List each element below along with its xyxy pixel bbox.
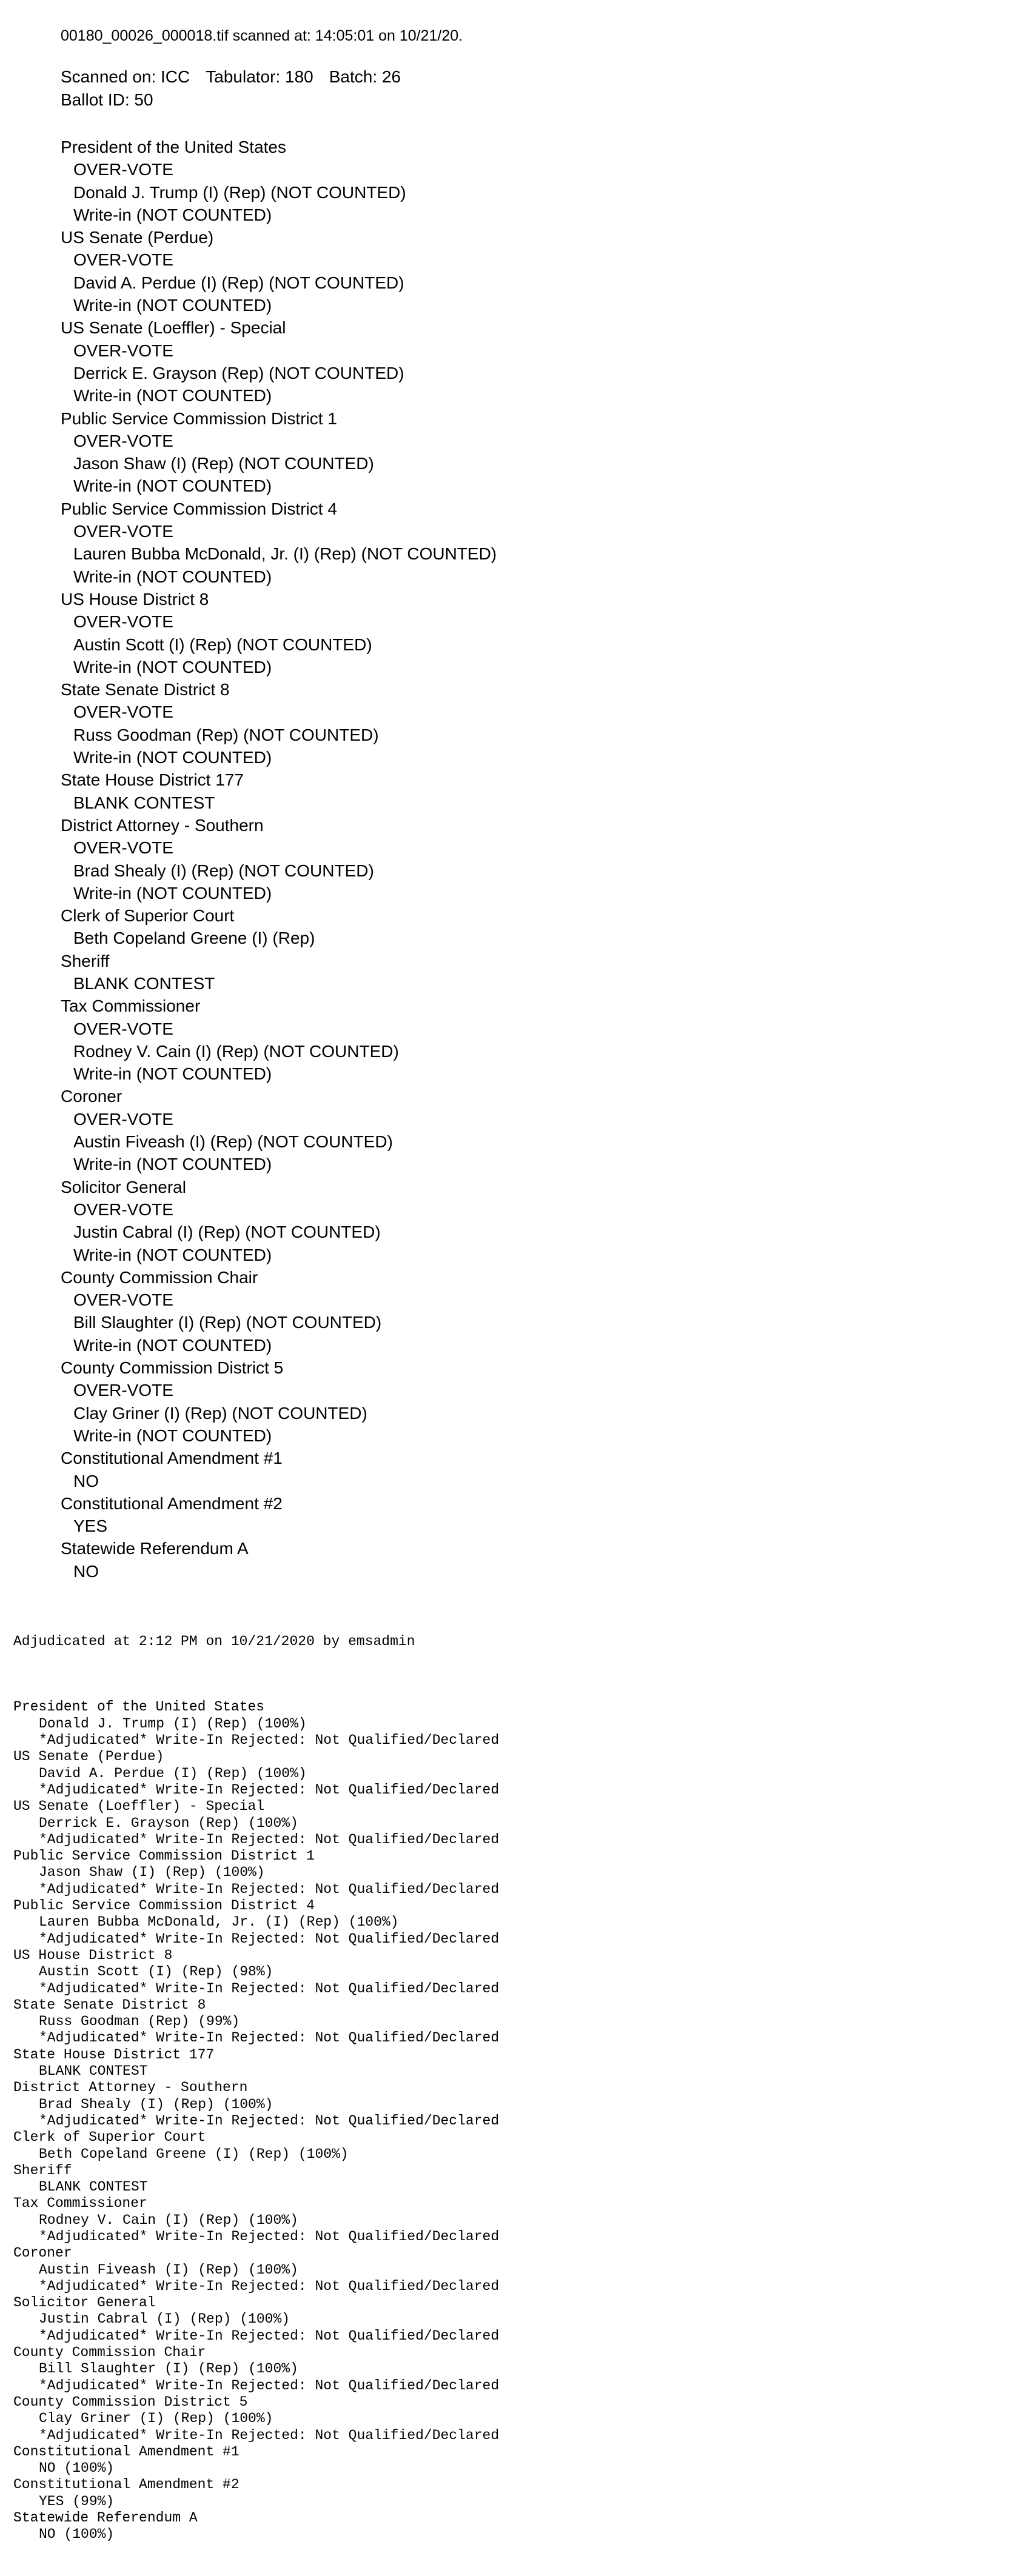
scanned-selection-line: Write-in (NOT COUNTED) bbox=[73, 657, 272, 676]
adjudicated-selection-line: *Adjudicated* Write-In Rejected: Not Qualified/Declared bbox=[39, 2327, 500, 2344]
scanned-contest-title: US Senate (Perdue) bbox=[61, 228, 214, 247]
adjudicated-contest bbox=[13, 1848, 499, 1898]
scanned-contest-title: State House District 177 bbox=[61, 770, 244, 790]
scan-meta-line bbox=[61, 65, 401, 88]
scanned-selection-line: Write-in (NOT COUNTED) bbox=[73, 296, 272, 315]
scanned-contest-title: US House District 8 bbox=[61, 589, 209, 609]
scanned-selection-line: NO bbox=[73, 1561, 99, 1581]
scanned-selection-line: OVER-VOTE bbox=[73, 431, 173, 450]
scanned-selection-line: Write-in (NOT COUNTED) bbox=[73, 386, 272, 405]
ballot-id-label: Ballot ID: bbox=[61, 90, 130, 109]
scanned-contest-title: District Attorney - Southern bbox=[61, 815, 264, 835]
scanned-contest bbox=[61, 769, 497, 814]
adjudicated-contest bbox=[13, 1699, 499, 1749]
scanned-selection-line: OVER-VOTE bbox=[73, 1109, 173, 1129]
scanned-contest bbox=[61, 1266, 497, 1356]
adjudicated-contest bbox=[13, 2477, 499, 2510]
adjudicated-contest bbox=[13, 2444, 499, 2477]
adjudicated-contest-title: Coroner bbox=[13, 2245, 72, 2261]
scanned-contest-title: Public Service Commission District 4 bbox=[61, 499, 337, 518]
adjudicated-contest-title: Statewide Referendum A bbox=[13, 2510, 198, 2526]
scanned-contest bbox=[61, 407, 497, 498]
scanned-on-label: Scanned on: bbox=[61, 67, 156, 86]
adjudicated-contest-title: State House District 177 bbox=[13, 2046, 215, 2063]
adjudicated-contest-title: Constitutional Amendment #2 bbox=[13, 2477, 239, 2493]
scan-file-line: 00180_00026_000018.tif scanned at: 14:05:01 on 10/21/20. bbox=[61, 27, 463, 44]
scanned-selection-line: Write-in (NOT COUNTED) bbox=[73, 1155, 272, 1174]
adjudicated-contest bbox=[13, 1898, 499, 1947]
adjudication-section bbox=[13, 1600, 499, 2576]
adjudicated-selection-line: Rodney V. Cain (I) (Rep) (100%) bbox=[39, 2212, 298, 2228]
adjudicated-contest bbox=[13, 2295, 499, 2344]
adjudicated-selection-line: Brad Shealy (I) (Rep) (100%) bbox=[39, 2096, 273, 2112]
scanned-selection-line: Bill Slaughter (I) (Rep) (NOT COUNTED) bbox=[73, 1313, 382, 1332]
scanned-selection-line: OVER-VOTE bbox=[73, 1381, 173, 1400]
adjudicated-selection-line: *Adjudicated* Write-In Rejected: Not Qualified/Declared bbox=[39, 1980, 500, 1997]
adjudicated-selection-line: *Adjudicated* Write-In Rejected: Not Qualified/Declared bbox=[39, 2030, 500, 2046]
adjudicated-contest-title: County Commission Chair bbox=[13, 2344, 206, 2361]
adjudicated-selection-line: *Adjudicated* Write-In Rejected: Not Qualified/Declared bbox=[39, 1881, 500, 1897]
adjudicated-selection-line: Clay Griner (I) (Rep) (100%) bbox=[39, 2411, 273, 2427]
adjudicated-contest bbox=[13, 2245, 499, 2295]
scanned-selection-line: Write-in (NOT COUNTED) bbox=[73, 1064, 272, 1084]
adjudicated-selection-line: BLANK CONTEST bbox=[39, 2179, 148, 2195]
scanned-selection-line: Beth Copeland Greene (I) (Rep) bbox=[73, 929, 315, 948]
batch-label: Batch: bbox=[329, 67, 378, 86]
tabulator-label: Tabulator: bbox=[206, 67, 281, 86]
adjudicated-selection-line: Austin Scott (I) (Rep) (98%) bbox=[39, 1964, 273, 1980]
adjudication-heading: Adjudicated at 2:12 PM on 10/21/2020 by emsadmin bbox=[13, 1633, 415, 1649]
scanned-contest bbox=[61, 950, 497, 995]
scanned-on-value: ICC bbox=[161, 67, 190, 86]
scanned-selection-line: Write-in (NOT COUNTED) bbox=[73, 476, 272, 496]
adjudicated-contest bbox=[13, 2510, 499, 2543]
adjudicated-contest-title: State Senate District 8 bbox=[13, 1997, 206, 2013]
scanned-contest bbox=[61, 814, 497, 904]
scanned-selection-line: OVER-VOTE bbox=[73, 341, 173, 360]
adjudicated-contest bbox=[13, 2080, 499, 2129]
adjudicated-contest-title: Public Service Commission District 4 bbox=[13, 1898, 315, 1914]
scanned-selection-line: BLANK CONTEST bbox=[73, 973, 215, 993]
adjudicated-contest-title: County Commission District 5 bbox=[13, 2394, 248, 2410]
scanned-contest-title: Constitutional Amendment #2 bbox=[61, 1493, 283, 1513]
adjudicated-selection-line: *Adjudicated* Write-In Rejected: Not Qualified/Declared bbox=[39, 1831, 500, 1847]
scanned-contest-title: Statewide Referendum A bbox=[61, 1539, 249, 1558]
scanned-selection-line: BLANK CONTEST bbox=[73, 793, 215, 812]
adjudicated-selection-line: BLANK CONTEST bbox=[39, 2063, 148, 2080]
adjudicated-selection-line: *Adjudicated* Write-In Rejected: Not Qualified/Declared bbox=[39, 2228, 500, 2244]
adjudicated-contest-title: Public Service Commission District 1 bbox=[13, 1848, 315, 1864]
scan-metadata bbox=[61, 65, 401, 112]
batch-value: 26 bbox=[381, 67, 401, 86]
scanned-contest-title: Constitutional Amendment #1 bbox=[61, 1449, 283, 1468]
scanned-selection-line: Austin Scott (I) (Rep) (NOT COUNTED) bbox=[73, 635, 372, 654]
scanned-contest-title: Tax Commissioner bbox=[61, 996, 201, 1016]
adjudicated-contest-title: President of the United States bbox=[13, 1699, 265, 1715]
scanned-selection-line: OVER-VOTE bbox=[73, 522, 173, 541]
adjudicated-selection-line: Donald J. Trump (I) (Rep) (100%) bbox=[39, 1715, 307, 1732]
scanned-selection-line: OVER-VOTE bbox=[73, 160, 173, 179]
adjudicated-selection-line: *Adjudicated* Write-In Rejected: Not Qualified/Declared bbox=[39, 2427, 500, 2443]
adjudicated-contest bbox=[13, 1798, 499, 1848]
scanned-contest bbox=[61, 1492, 497, 1538]
adjudicated-contest bbox=[13, 1749, 499, 1798]
scanned-selection-line: Clay Griner (I) (Rep) (NOT COUNTED) bbox=[73, 1403, 367, 1423]
scanned-contest bbox=[61, 1176, 497, 1266]
adjudicated-selection-line: YES (99%) bbox=[39, 2493, 115, 2509]
scanned-contest-title: Clerk of Superior Court bbox=[61, 906, 235, 926]
scanned-selection-line: Rodney V. Cain (I) (Rep) (NOT COUNTED) bbox=[73, 1041, 399, 1061]
scanned-selection-line: OVER-VOTE bbox=[73, 1019, 173, 1038]
scanned-selection-line: Lauren Bubba McDonald, Jr. (I) (Rep) (NOT COUNTED) bbox=[73, 544, 497, 564]
adjudicated-selection-line: *Adjudicated* Write-In Rejected: Not Qualified/Declared bbox=[39, 1930, 500, 1947]
adjudicated-selection-line: Lauren Bubba McDonald, Jr. (I) (Rep) (100%) bbox=[39, 1914, 399, 1930]
scanned-selection-line: YES bbox=[73, 1517, 108, 1536]
scanned-selection-line: OVER-VOTE bbox=[73, 612, 173, 632]
scanned-selection-line: Jason Shaw (I) (Rep) (NOT COUNTED) bbox=[73, 454, 374, 473]
adjudicated-selection-line: *Adjudicated* Write-In Rejected: Not Qualified/Declared bbox=[39, 2112, 500, 2129]
adjudicated-contest bbox=[13, 2163, 499, 2196]
scanned-selection-line: OVER-VOTE bbox=[73, 1200, 173, 1219]
scanned-contest bbox=[61, 1085, 497, 1175]
scanned-contest bbox=[61, 904, 497, 950]
scanned-selection-line: Write-in (NOT COUNTED) bbox=[73, 1335, 272, 1355]
adjudicated-contest bbox=[13, 1947, 499, 1997]
scanned-contest bbox=[61, 226, 497, 316]
adjudicated-selection-line: *Adjudicated* Write-In Rejected: Not Qualified/Declared bbox=[39, 2278, 500, 2294]
adjudicated-contest bbox=[13, 2394, 499, 2444]
adjudicated-contest-title: Clerk of Superior Court bbox=[13, 2129, 206, 2146]
adjudicated-selection-line: Justin Cabral (I) (Rep) (100%) bbox=[39, 2311, 290, 2327]
adjudicated-contest bbox=[13, 1997, 499, 2047]
scanned-selection-line: Write-in (NOT COUNTED) bbox=[73, 567, 272, 586]
scanned-selection-line: Write-in (NOT COUNTED) bbox=[73, 205, 272, 224]
scanned-selection-line: Brad Shealy (I) (Rep) (NOT COUNTED) bbox=[73, 861, 374, 880]
scanned-contest bbox=[61, 498, 497, 588]
scanned-contest bbox=[61, 678, 497, 769]
scanned-contest-title: Solicitor General bbox=[61, 1177, 186, 1196]
scanned-selection-line: Donald J. Trump (I) (Rep) (NOT COUNTED) bbox=[73, 182, 406, 202]
adjudicated-selection-line: *Adjudicated* Write-In Rejected: Not Qualified/Declared bbox=[39, 1732, 500, 1749]
adjudicated-contest-title: US Senate (Loeffler) - Special bbox=[13, 1798, 265, 1815]
scanned-contest-list bbox=[61, 136, 497, 1583]
adjudicated-contest-title: Tax Commissioner bbox=[13, 2195, 147, 2212]
scanned-contest bbox=[61, 1356, 497, 1447]
scanned-selection-line: Write-in (NOT COUNTED) bbox=[73, 1245, 272, 1264]
adjudicated-contest-title: Constitutional Amendment #1 bbox=[13, 2443, 239, 2460]
scanned-selection-line: David A. Perdue (I) (Rep) (NOT COUNTED) bbox=[73, 273, 404, 292]
scanned-contest bbox=[61, 995, 497, 1085]
adjudicated-selection-line: Jason Shaw (I) (Rep) (100%) bbox=[39, 1864, 265, 1881]
scanned-contest bbox=[61, 136, 497, 226]
adjudicated-selection-line: Derrick E. Grayson (Rep) (100%) bbox=[39, 1815, 298, 1831]
scanned-selection-line: Russ Goodman (Rep) (NOT COUNTED) bbox=[73, 725, 379, 744]
scanned-selection-line: OVER-VOTE bbox=[73, 702, 173, 722]
adjudicated-contest bbox=[13, 2047, 499, 2080]
ballot-id-value: 50 bbox=[134, 90, 153, 109]
adjudicated-contest-title: Solicitor General bbox=[13, 2295, 156, 2311]
adjudicated-contest-title: District Attorney - Southern bbox=[13, 2080, 248, 2096]
adjudicated-selection-line: Bill Slaughter (I) (Rep) (100%) bbox=[39, 2361, 298, 2377]
adjudicated-contest bbox=[13, 2129, 499, 2163]
scanned-selection-line: Austin Fiveash (I) (Rep) (NOT COUNTED) bbox=[73, 1132, 393, 1152]
adjudicated-selection-line: Beth Copeland Greene (I) (Rep) (100%) bbox=[39, 2146, 349, 2162]
adjudicated-selection-line: NO (100%) bbox=[39, 2526, 115, 2543]
scanned-contest-title: County Commission Chair bbox=[61, 1267, 258, 1287]
tabulator-value: 180 bbox=[285, 67, 313, 86]
scanned-contest-title: President of the United States bbox=[61, 138, 286, 156]
ballot-id-line bbox=[61, 88, 401, 112]
scanned-selection-line: Derrick E. Grayson (Rep) (NOT COUNTED) bbox=[73, 363, 404, 382]
scanned-contest-title: Coroner bbox=[61, 1087, 122, 1106]
adjudicated-selection-line: David A. Perdue (I) (Rep) (100%) bbox=[39, 1765, 307, 1781]
scanned-contest-title: US Senate (Loeffler) - Special bbox=[61, 318, 286, 338]
scanned-selection-line: Write-in (NOT COUNTED) bbox=[73, 748, 272, 767]
scanned-selection-line: Justin Cabral (I) (Rep) (NOT COUNTED) bbox=[73, 1223, 381, 1242]
scanned-contest bbox=[61, 1537, 497, 1583]
scanned-contest-title: Public Service Commission District 1 bbox=[61, 409, 337, 428]
adjudicated-selection-line: NO (100%) bbox=[39, 2460, 115, 2477]
scanned-contest-title: Sheriff bbox=[61, 951, 110, 970]
scanned-contest bbox=[61, 1447, 497, 1492]
scan-header bbox=[61, 25, 463, 46]
adjudicated-selection-line: *Adjudicated* Write-In Rejected: Not Qualified/Declared bbox=[39, 2377, 500, 2394]
scanned-selection-line: OVER-VOTE bbox=[73, 838, 173, 858]
adjudicated-contest bbox=[13, 2195, 499, 2245]
adjudicated-contest-title: US Senate (Perdue) bbox=[13, 1749, 164, 1765]
scanned-contest bbox=[61, 316, 497, 407]
adjudicated-contest-list bbox=[13, 1699, 499, 2543]
scanned-selection-line: OVER-VOTE bbox=[73, 250, 173, 270]
adjudicated-contest bbox=[13, 2344, 499, 2394]
adjudicated-selection-line: Russ Goodman (Rep) (99%) bbox=[39, 2014, 240, 2030]
adjudicated-contest-title: Sheriff bbox=[13, 2162, 72, 2178]
adjudicated-selection-line: *Adjudicated* Write-In Rejected: Not Qualified/Declared bbox=[39, 1781, 500, 1798]
scanned-selection-line: NO bbox=[73, 1471, 99, 1490]
scanned-contest bbox=[61, 588, 497, 678]
scanned-selection-line: Write-in (NOT COUNTED) bbox=[73, 883, 272, 903]
adjudicated-contest-title: US House District 8 bbox=[13, 1947, 173, 1963]
scanned-selection-line: OVER-VOTE bbox=[73, 1290, 173, 1310]
scanned-contest-title: State Senate District 8 bbox=[61, 680, 230, 699]
adjudicated-selection-line: Austin Fiveash (I) (Rep) (100%) bbox=[39, 2261, 298, 2278]
scanned-contest-title: County Commission District 5 bbox=[61, 1358, 284, 1378]
scanned-selection-line: Write-in (NOT COUNTED) bbox=[73, 1426, 272, 1445]
